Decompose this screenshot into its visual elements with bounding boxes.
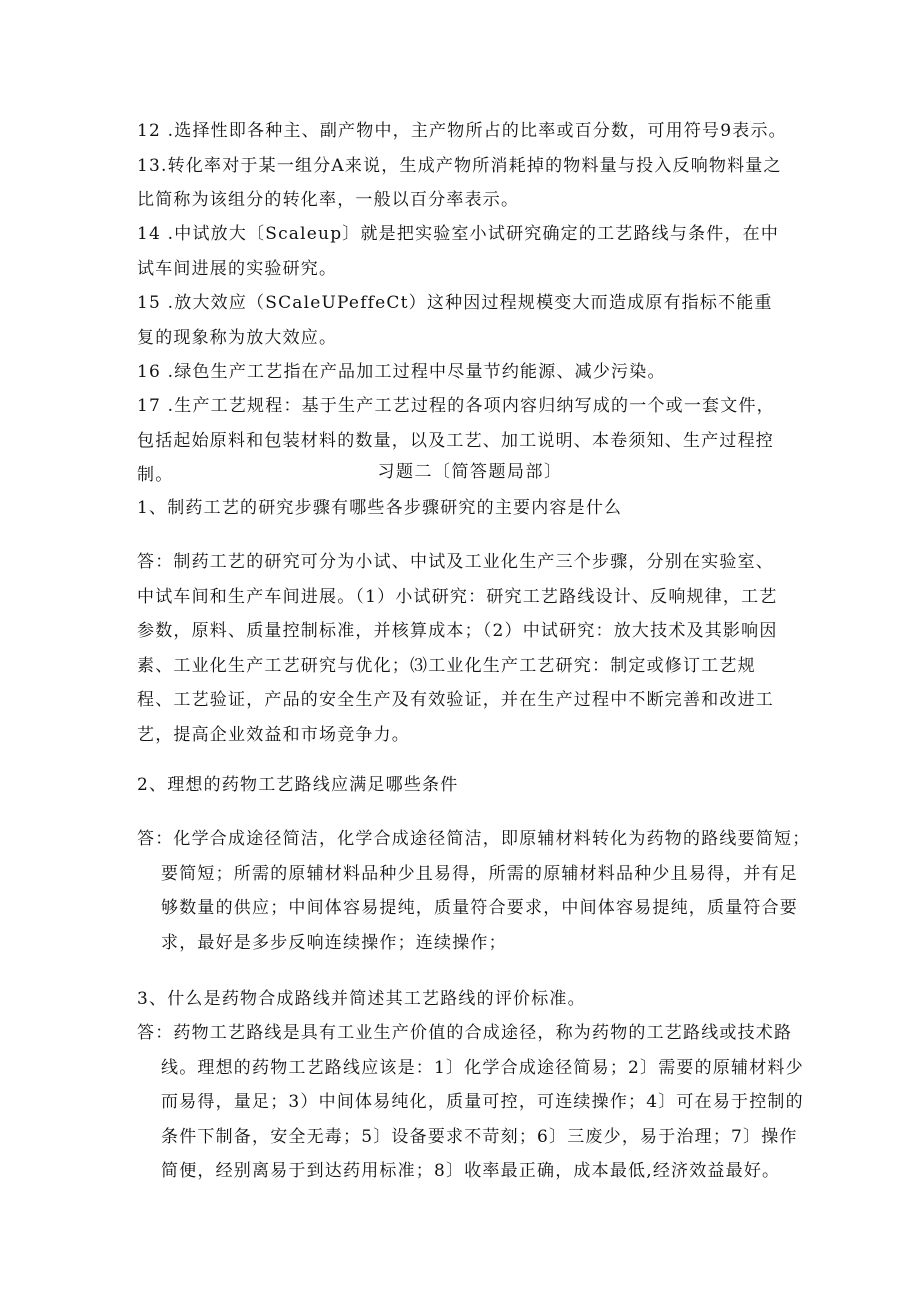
section-title: 习题二〔简答题局部〕: [377, 462, 563, 482]
answer-2: 答：化学合成途径简洁，化学合成途径简洁，即原辅材料转化为药物的路线要简短；要简短；所需的原辅材料品种少且易得，所需的原辅材料品种少且易得，并有足够数量的供应；中间体容易提纯，质量符合要求，中间体容易提纯，质量符合要求，最好是多步反响连续操作；连续操作；: [137, 829, 811, 953]
definition-15: 15 .放大效应（SCaleUPeffeCt）这种因过程规模变大而造成原有指标不能重复的现象称为放大效应。: [137, 293, 773, 348]
answer-1: 答：制药工艺的研究可分为小试、中试及工业化生产三个步骤，分别在实验室、中试车间和生产车间进展。（1）小试研究：研究工艺路线设计、反响规律，工艺参数，原料、质量控制标准，并核算成本；（2）中试研究：放大技术及其影响因素、工业化生产工艺研究与优化；⑶工业化生产工艺研究：制定或修订工艺规程、工艺验证，产品的安全生产及有效验证，并在生产过程中不断完善和改进工艺，提高企业效益和市场竞争力。: [137, 552, 778, 745]
definition-16: 16 .绿色生产工艺指在产品加工过程中尽量节约能源、减少污染。: [137, 362, 666, 382]
definition-17: 17 .生产工艺规程：基于生产工艺过程的各项内容归纳写成的一个或一套文件，包括起始原料和包装材料的数量，以及工艺、加工说明、本卷须知、生产过程控制。: [137, 396, 775, 485]
definition-12-13: 12 .选择性即各种主、副产物中，主产物所占的比率或百分数，可用符号9表示。13.转化率对于某一组分A来说，生成产物所消耗掉的物料量与投入反响物料量之比简称为该组分的转化率，一般以百分率表示。: [137, 121, 787, 210]
question-2: 2、理想的药物工艺路线应满足哪些条件: [137, 775, 459, 795]
answer-3: 答：药物工艺路线是具有工业生产价值的合成途径，称为药物的工艺路线或技术路线。理想的药物工艺路线应该是：1〕化学合成途径简易；2〕需要的原辅材料少而易得，量足；3）中间体易纯化，质量可控，可连续操作；4〕可在易于控制的条件下制备，安全无毒；5〕设备要求不苛刻；6〕三废少，易于治理；7〕操作简便，经别离易于到达药用标准；8〕收率最正确，成本最低,经济效益最好。: [137, 1023, 804, 1181]
definition-14: 14 .中试放大〔Scaleup〕就是把实验室小试研究确定的工艺路线与条件，在中试车间进展的实验研究。: [137, 224, 780, 279]
question-3: 3、什么是药物合成路线并简述其工艺路线的评价标准。: [137, 989, 586, 1009]
question-1: 1、制药工艺的研究步骤有哪些各步骤研究的主要内容是什么: [137, 498, 623, 518]
